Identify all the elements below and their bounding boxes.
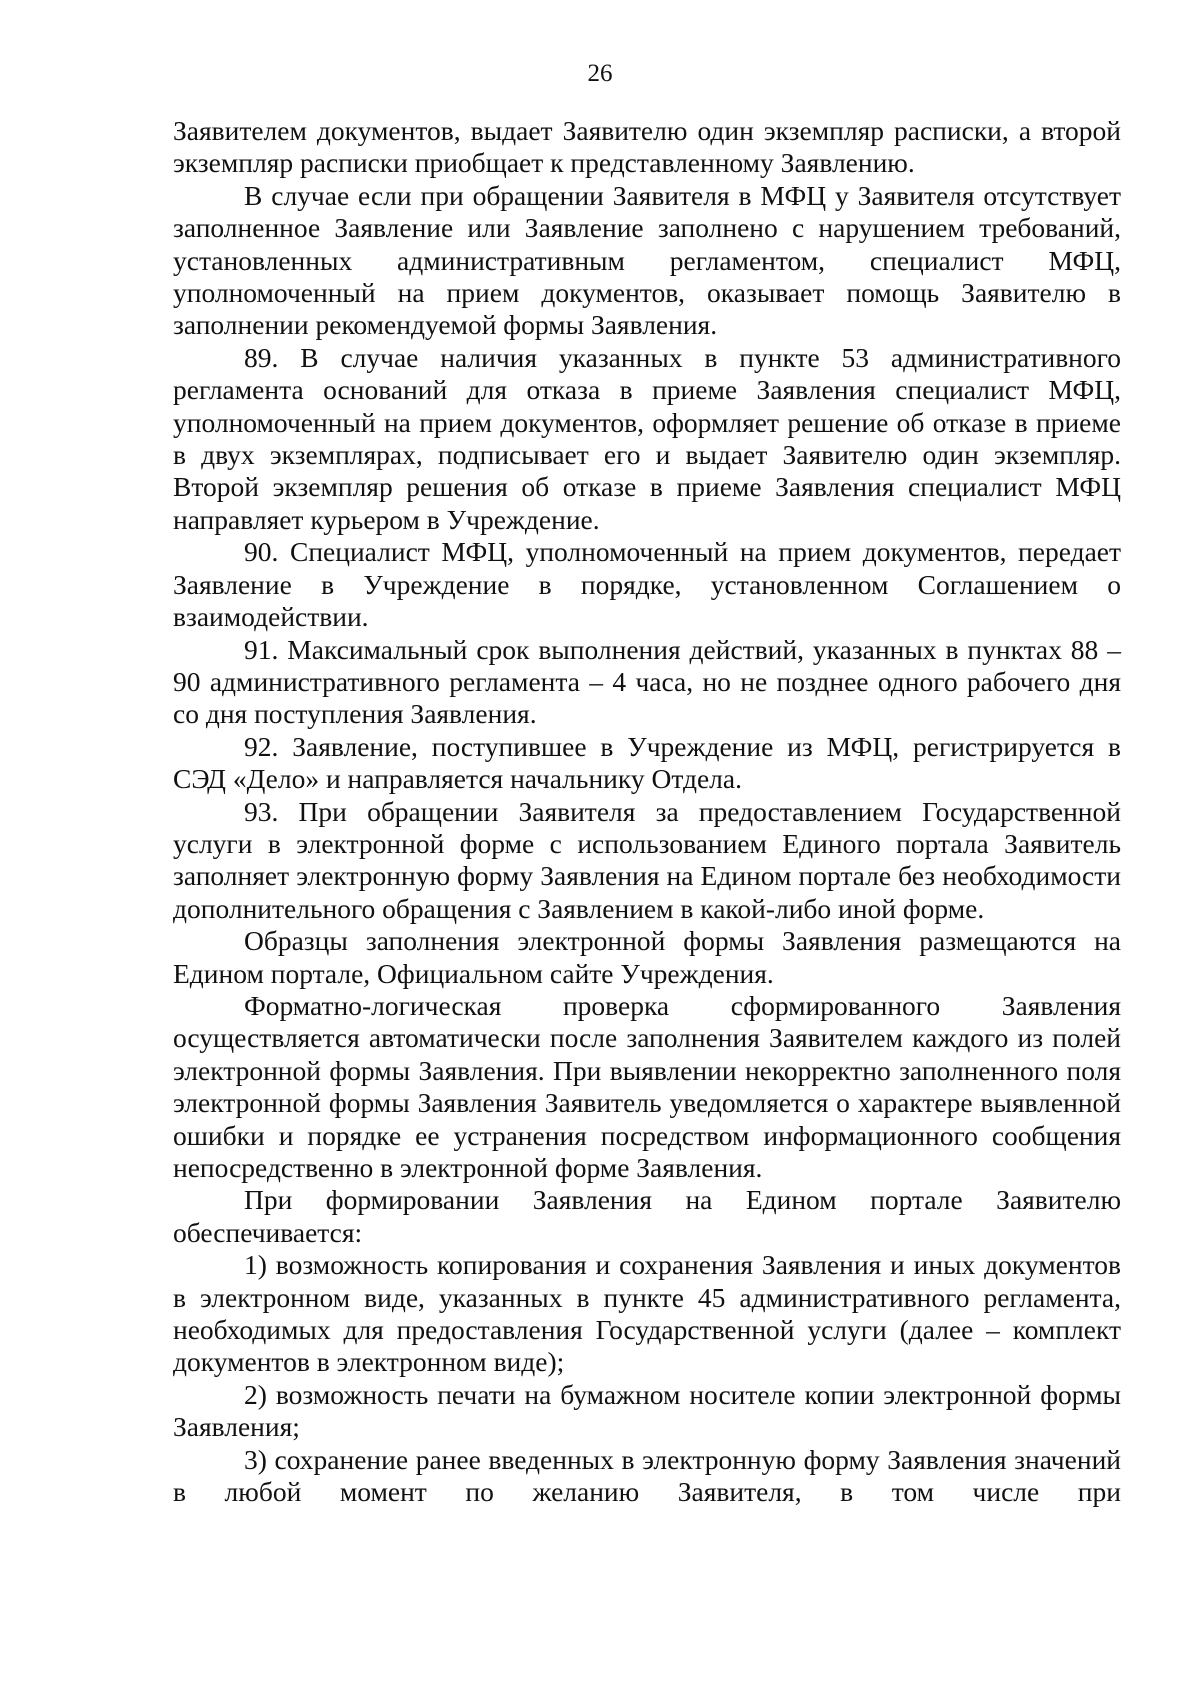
paragraph-92: 92. Заявление, поступившее в Учреждение из МФЦ, регистрируется в СЭД «Дело» и направляется начальнику Отдела. [173, 730, 1121, 795]
list-item-1: 1) возможность копирования и сохранения Заявления и иных документов в электронном виде, указанных в пункте 45 административного регламента, необходимых для предоставления Государственной услуги (далее – комплект документов в электронном виде); [173, 1249, 1121, 1378]
paragraph-mfc-assistance: В случае если при обращении Заявителя в МФЦ у Заявителя отсутствует заполненное Заявление или Заявление заполнено с нарушением требований, установленных административным регламентом, специалист МФЦ, уполномоченный на прием документов, оказывает помощь Заявителю в заполнении рекомендуемой формы Заявления. [173, 179, 1121, 341]
paragraph-format-check: Форматно-логическая проверка сформированного Заявления осуществляется автоматически после заполнения Заявителем каждого из полей электронной формы Заявления. При выявлении некорректно заполненного поля электронной формы Заявления Заявитель уведомляется о характере выявленной ошибки и порядке ее устранения посредством информационного сообщения непосредственно в электронной форме Заявления. [173, 989, 1121, 1183]
list-item-3: 3) сохранение ранее введенных в электронную форму Заявления значений в любой момент по желанию Заявителя, в том числе при [173, 1443, 1121, 1508]
list-item-2: 2) возможность печати на бумажном носителе копии электронной формы Заявления; [173, 1378, 1121, 1443]
page-number: 26 [587, 60, 613, 87]
paragraph-89: 89. В случае наличия указанных в пункте 53 административного регламента оснований для отказа в приеме Заявления специалист МФЦ, уполномоченный на прием документов, оформляет решение об отказе в приеме в двух экземплярах, подписывает его и выдает Заявителю один экземпляр. Второй экземпляр решения об отказе в приеме Заявления специалист МФЦ направляет курьером в Учреждение. [173, 341, 1121, 535]
document-body [173, 115, 1121, 1508]
paragraph-91: 91. Максимальный срок выполнения действий, указанных в пунктах 88 – 90 административного регламента – 4 часа, но не позднее одного рабочего дня со дня поступления Заявления. [173, 633, 1121, 730]
paragraph-90: 90. Специалист МФЦ, уполномоченный на прием документов, передает Заявление в Учреждение в порядке, установленном Соглашением о взаимодействии. [173, 536, 1121, 633]
paragraph-93: 93. При обращении Заявителя за предоставлением Государственной услуги в электронной форме с использованием Единого портала Заявитель заполняет электронную форму Заявления на Едином портале без необходимости дополнительного обращения с Заявлением в какой-либо иной форме. [173, 795, 1121, 924]
paragraph-form-samples: Образцы заполнения электронной формы Заявления размещаются на Едином портале, Официальном сайте Учреждения. [173, 925, 1121, 989]
paragraph-continuation: Заявителем документов, выдает Заявителю один экземпляр расписки, а второй экземпляр расписки приобщает к представленному Заявлению. [173, 115, 1121, 179]
paragraph-portal-provisions: При формировании Заявления на Едином портале Заявителю обеспечивается: [173, 1184, 1121, 1248]
